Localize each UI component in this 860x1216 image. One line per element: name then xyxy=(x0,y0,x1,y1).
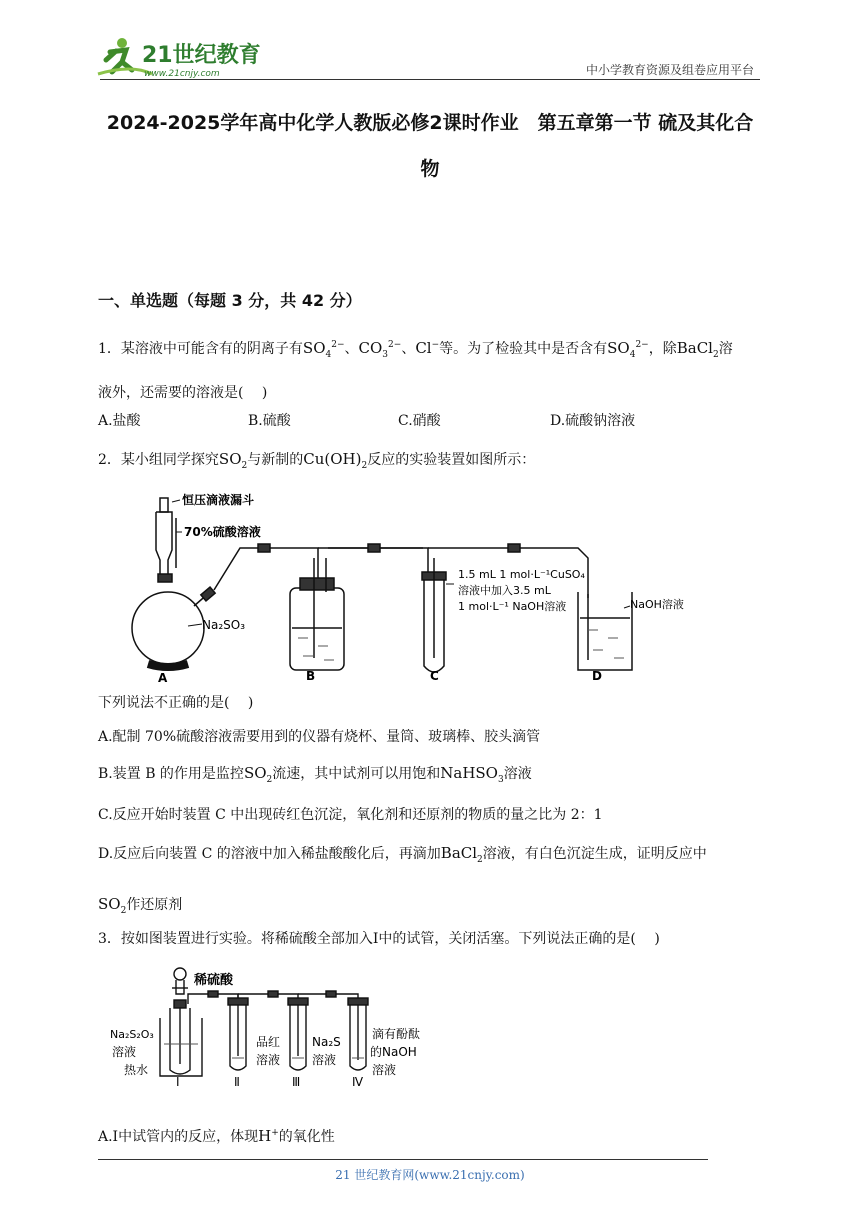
q1-option-d[interactable]: D.硫酸钠溶液 xyxy=(550,413,636,429)
q2-option-b[interactable]: B.装置 B 的作用是监控$SO_2$流速，其中试剂可以用饱和NaHSO$_3$溶液 xyxy=(98,764,532,785)
footer-text: 21 世纪教育网(www.21cnjy.com) xyxy=(335,1168,525,1182)
label-t2a: 品红 xyxy=(256,1035,281,1049)
q1-option-c[interactable]: C.硝酸 xyxy=(398,413,441,429)
numeral-4: Ⅳ xyxy=(352,1075,364,1088)
numeral-2: Ⅱ xyxy=(234,1075,240,1088)
label-t4b: 的NaOH xyxy=(370,1045,417,1059)
q1-option-b[interactable]: B.硫酸 xyxy=(248,413,291,429)
logo-text: 21世纪教育 xyxy=(142,43,261,68)
label-acid: 70%硫酸溶液 xyxy=(184,525,261,539)
platform-name: 中小学教育资源及组卷应用平台 xyxy=(585,63,754,77)
q2-option-c[interactable]: C.反应开始时装置 C 中出现砖红色沉淀，氧化剂和还原剂的物质的量之比为 2：1 xyxy=(98,807,603,823)
apparatus-figure-2 xyxy=(108,964,438,1092)
question-3: 3．按如图装置进行实验。将稀硫酸全部加入Ⅰ中的试管，关闭活塞。下列说法正确的是( ) xyxy=(98,931,660,947)
label-funnel: 恒压滴液漏斗 xyxy=(182,493,255,507)
header-divider xyxy=(100,79,760,80)
q1-option-a[interactable]: A.盐酸 xyxy=(98,413,141,429)
label-c3: 1 mol·L⁻¹ NaOH溶液 xyxy=(458,600,567,613)
question-2: 2．某小组同学探究$SO_2$与新制的$Cu(OH)_2$反应的实验装置如图所示： xyxy=(98,450,536,471)
apparatus-figure-1 xyxy=(128,488,708,692)
label-t1b: 溶液 xyxy=(112,1045,137,1059)
label-t1a: Na₂S₂O₃ xyxy=(110,1028,154,1041)
question-1: 1．某溶液中可能含有的阴离子有$SO_4^{2-}$、$CO_3^{2-}$、Cl−等。为了检验其中是否含有$SO_4^{2-}$，除BaCl$_2$溶 液外，还需要的溶液是( ) xyxy=(98,339,733,401)
label-t3b: 溶液 xyxy=(312,1053,337,1067)
q3-option-a[interactable]: A.Ⅰ中试管内的反应，体现H+的氧化性 xyxy=(98,1127,335,1145)
label-t3a: Na₂S xyxy=(312,1035,341,1049)
label-t4c: 溶液 xyxy=(372,1063,397,1077)
label-t4a: 滴有酚酞 xyxy=(372,1027,421,1041)
footer-divider xyxy=(98,1159,708,1160)
logo xyxy=(92,34,262,82)
q2-option-d[interactable]: D.反应后向装置 C 的溶液中加入稀盐酸酸化后，再滴加BaCl$_2$溶液，有白色沉淀生成，证明反应中 $SO_2$作还原剂 xyxy=(98,844,707,916)
letter-b: B xyxy=(306,669,316,683)
label-d: NaOH溶液 xyxy=(630,598,684,611)
label-c1: 1.5 mL 1 mol·L⁻¹CuSO₄ xyxy=(458,568,585,581)
label-c2: 溶液中加入3.5 mL xyxy=(458,584,551,597)
label-t2b: 溶液 xyxy=(256,1053,281,1067)
document-title: 2024-2025学年高中化学人教版必修2课时作业 第五章第一节 硫及其化合 物 xyxy=(106,112,754,180)
label-t1c: 热水 xyxy=(124,1063,149,1077)
q2-option-a[interactable]: A.配制 70%硫酸溶液需要用到的仪器有烧杯、量筒、玻璃棒、胶头滴管 xyxy=(98,729,541,745)
numeral-1: Ⅰ xyxy=(176,1075,180,1088)
letter-a: A xyxy=(158,671,168,685)
logo-url: www.21cnjy.com xyxy=(144,69,220,79)
label-salt: Na₂SO₃ xyxy=(202,618,246,632)
letter-d: D xyxy=(592,669,602,683)
section-heading: 一、单选题（每题 3 分，共 42 分） xyxy=(98,291,362,310)
letter-c: C xyxy=(430,669,439,683)
q2-stem: 下列说法不正确的是( ) xyxy=(98,695,254,711)
numeral-3: Ⅲ xyxy=(292,1075,301,1088)
label-acid2: 稀硫酸 xyxy=(194,973,234,988)
